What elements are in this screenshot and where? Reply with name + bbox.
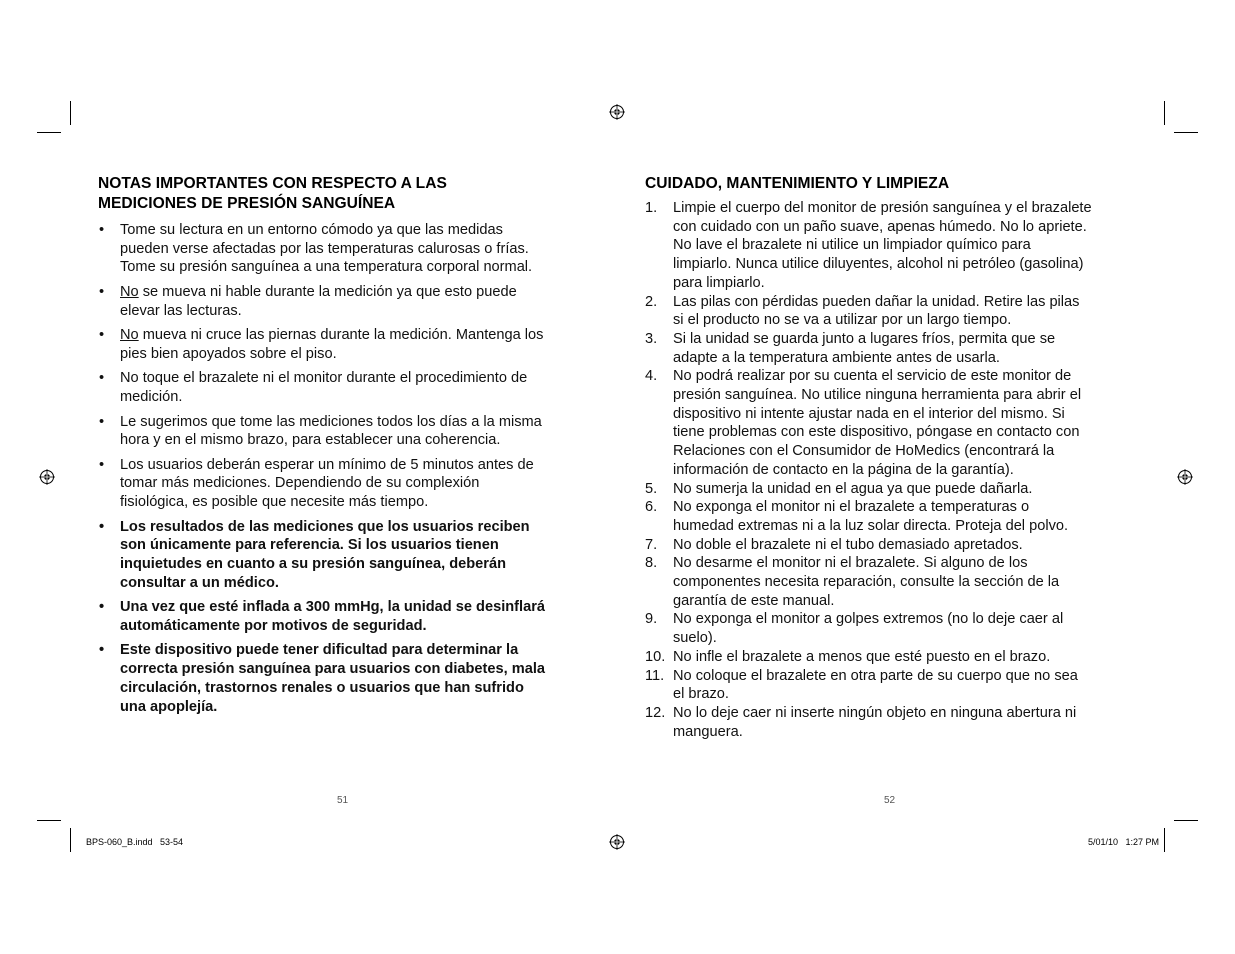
list-item-number: 1. <box>645 200 658 216</box>
list-item <box>645 330 1093 367</box>
list-item-number: 10. <box>645 648 666 665</box>
list-item <box>98 221 550 277</box>
list-item <box>98 641 550 716</box>
right-heading: CUIDADO, MANTENIMIENTO Y LIMPIEZA <box>645 175 950 192</box>
crop-mark <box>70 828 71 852</box>
list-item-number: 6. <box>645 499 658 516</box>
list-item <box>98 413 550 450</box>
left-heading-line1: NOTAS IMPORTANTES CON RESPECTO A LAS <box>98 175 447 192</box>
bullet-icon: • <box>99 518 105 535</box>
list-item <box>98 283 550 320</box>
bullet-icon: • <box>99 222 105 238</box>
list-item-emphasis: No <box>120 327 139 344</box>
list-item-number: 4. <box>645 368 658 385</box>
slug-filename: BPS-060_B.indd 53-54 <box>86 837 184 847</box>
list-item-text: mueva ni cruce las piernas durante la medición. Mantenga los pies bien apoyados sobre el piso. <box>120 327 544 362</box>
list-item-text: No toque el brazalete ni el monitor durante el procedimiento de medición. <box>120 370 528 406</box>
bullet-icon: • <box>99 456 105 473</box>
crop-mark <box>1164 101 1165 125</box>
list-item-number: 2. <box>645 293 658 310</box>
care-list <box>645 199 1093 741</box>
list-item-number: 7. <box>645 536 658 553</box>
list-item-text: Limpie el cuerpo del monitor de presión sanguínea y el brazalete con cuidado con un paño suave, apenas húmedo. No lo apriete. No lave el brazalete ni utilice un limpiador químico para limpiarlo. Nunca utilice diluyentes, alcohol ni petróleo (gasolina) para limpiarlo. <box>673 200 1092 291</box>
list-item-number: 5. <box>645 480 658 497</box>
list-item <box>645 498 1093 535</box>
registration-mark-icon <box>609 834 625 850</box>
list-item-text: No exponga el monitor ni el brazalete a temperaturas o humedad extremas ni a la luz solar directa. Proteja del polvo. <box>673 499 1069 534</box>
list-item-text: No coloque el brazalete en otra parte de su cuerpo que no sea el brazo. <box>673 667 1078 703</box>
list-item-text: No infle el brazalete a menos que esté puesto en el brazo. <box>673 648 1051 665</box>
list-item <box>98 326 550 363</box>
list-item-text: No sumerja la unidad en el agua ya que puede dañarla. <box>673 480 1033 497</box>
bullet-icon: • <box>99 370 105 387</box>
list-item-text: No lo deje caer ni inserte ningún objeto en ninguna abertura ni manguera. <box>673 704 1077 740</box>
left-page-content <box>98 174 550 722</box>
list-item-text: Le sugerimos que tome las mediciones todos los días a la misma hora y en el mismo brazo, para establecer una coherencia. <box>120 413 542 449</box>
list-item <box>645 554 1093 610</box>
list-item-text: No exponga el monitor a golpes extremos (no lo deje caer al suelo). <box>673 611 1064 647</box>
list-item-text: Una vez que esté inflada a 300 mmHg, la unidad se desinflará automáticamente por motivos de seguridad. <box>120 599 545 634</box>
list-item <box>645 648 1093 667</box>
right-page-content <box>645 174 1093 741</box>
list-item-text: Los resultados de las mediciones que los usuarios reciben son únicamente para referencia. Si los usuarios tienen inquietudes en cuanto a su presión sanguínea, deberán consultar a un médico. <box>120 518 530 591</box>
bullet-icon: • <box>99 642 105 659</box>
registration-mark-icon <box>1177 469 1193 485</box>
crop-mark <box>37 820 61 821</box>
registration-mark-icon <box>609 104 625 120</box>
list-item <box>645 367 1093 479</box>
list-item <box>645 480 1093 499</box>
bullet-icon: • <box>99 413 105 430</box>
list-item-text: Los usuarios deberán esperar un mínimo de 5 minutos antes de tomar más mediciones. Dependiendo de su complexión fisiológica, es posible que necesite más tiempo. <box>120 456 534 511</box>
crop-mark <box>1174 820 1198 821</box>
list-item <box>645 536 1093 555</box>
slug-timestamp: 5/01/10 1:27 PM <box>1087 837 1159 847</box>
list-item <box>645 667 1093 704</box>
list-item <box>98 456 550 512</box>
crop-mark <box>70 101 71 125</box>
list-item-text: No podrá realizar por su cuenta el servicio de este monitor de presión sanguínea. No utilice ninguna herramienta para abrir el dispositivo ni intente ajustar nada en el interior del mismo. Si tiene problemas con este dispositivo, póngase en contacto con Relaciones con el Consumidor de HoMedics (encontrará la información de contacto en la página de la garantía). <box>673 368 1082 478</box>
list-item <box>98 598 550 635</box>
list-item-number: 8. <box>645 555 658 572</box>
list-item-text: se mueva ni hable durante la medición ya que esto puede elevar las lecturas. <box>120 283 517 319</box>
list-item-number: 11. <box>645 667 665 684</box>
list-item <box>645 704 1093 741</box>
left-heading-line2: MEDICIONES DE PRESIÓN SANGUÍNEA <box>98 195 396 212</box>
list-item-text: No desarme el monitor ni el brazalete. Si alguno de los componentes necesita reparación, consulte la sección de la garantía de este manual. <box>673 555 1060 609</box>
registration-mark-icon <box>39 469 55 485</box>
bullet-icon: • <box>99 327 105 344</box>
list-item <box>645 610 1093 647</box>
list-item <box>98 369 550 406</box>
page-number-right: 52 <box>884 795 896 806</box>
left-heading <box>98 174 550 214</box>
list-item-text: Este dispositivo puede tener dificultad para determinar la correcta presión sanguínea para usuarios con diabetes, mala circulación, trastornos renales o usuarios que han sufrido una apoplejía. <box>120 642 545 715</box>
bullet-icon: • <box>99 599 105 616</box>
list-item-text: Tome su lectura en un entorno cómodo ya que las medidas pueden verse afectadas por las temperaturas calurosas o frías. Tome su presión sanguínea a una temperatura corporal normal. <box>120 222 533 276</box>
list-item <box>645 293 1093 330</box>
crop-mark <box>37 132 61 133</box>
list-item-number: 9. <box>645 611 658 628</box>
list-item-text: No doble el brazalete ni el tubo demasiado apretados. <box>673 536 1023 553</box>
crop-mark <box>1174 132 1198 133</box>
list-item-text: Las pilas con pérdidas pueden dañar la unidad. Retire las pilas si el producto no se va a utilizar por un largo tiempo. <box>673 293 1080 329</box>
list-item-number: 3. <box>645 330 658 347</box>
list-item-number: 12. <box>645 704 666 721</box>
notes-list <box>98 221 550 716</box>
list-item <box>645 199 1093 293</box>
list-item-emphasis: No <box>120 283 139 300</box>
list-item-text: Si la unidad se guarda junto a lugares fríos, permita que se adapte a la temperatura ambiente antes de usarla. <box>673 330 1056 366</box>
list-item <box>98 518 550 593</box>
crop-mark <box>1164 828 1165 852</box>
bullet-icon: • <box>99 283 105 300</box>
page-number-left: 51 <box>337 795 349 806</box>
